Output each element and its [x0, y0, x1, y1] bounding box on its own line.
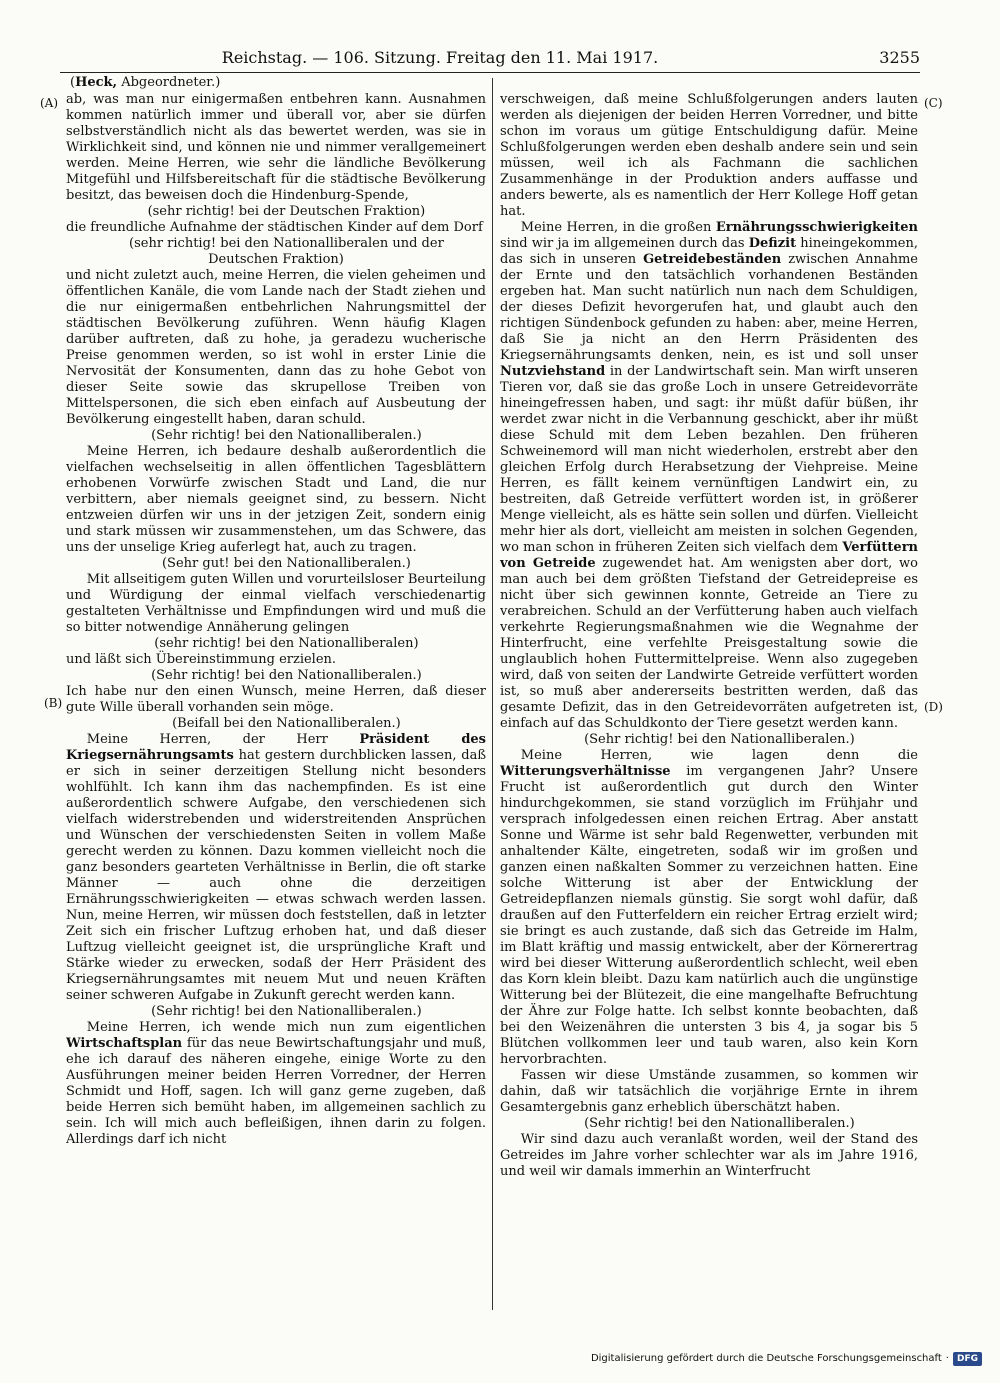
emphasis: Defizit [748, 236, 797, 251]
paragraph: Ich habe nur den einen Wunsch, meine Herren, daß dieser gute Wille überall vorhanden sein möge. [66, 684, 486, 715]
interjection: (Sehr richtig! bei den Nationalliberalen.) [151, 428, 422, 443]
emphasis: Präsident des Kriegsernährungsamts [66, 732, 486, 763]
dfg-logo-icon: DFG [953, 1352, 982, 1366]
interjection: (Sehr richtig! bei den Nationalliberalen.) [584, 1116, 855, 1131]
emphasis: Nutzviehstand [500, 364, 606, 379]
text-run: in der Landwirtschaft sein. Man wirft unseren Tieren vor, daß sie das große Loch in unsere Getreidevorräte hineingefressen haben, und sagt: ihr müßt dafür büßen, ihr werdet zwar nicht in die Verbannung geschickt, aber ihr müßt diese Schuld mit dem Leben bezahlen. Den früheren Schweinemord will man nicht wiederholen, erstrebt aber den gleichen Erfolg durch Herabsetzung der Viehpreise. Meine Herren, es fällt keinem vernünftigen Landwirt ein, zu bestreiten, daß Getreide verfüttert worden ist, in größerer Menge vielleicht, als es hätte sein sollen und dürfen. Vielleicht mehr hier als dort, vielleicht am meisten in solchen Gegenden, wo man schon in früheren Zeiten sich vielfach dem [500, 364, 918, 555]
footer-credit [591, 1351, 982, 1367]
paragraph [66, 1020, 486, 1148]
interjection: (sehr richtig! bei den Nationalliberalen und der Deutschen Fraktion) [129, 236, 444, 267]
text-run: sind wir ja im allgemeinen durch das [500, 236, 749, 251]
paragraph [500, 748, 918, 1068]
emphasis: Witterungsverhältnisse [500, 764, 671, 779]
text-run: für das neue Bewirtschaftungsjahr und muß, ehe ich darauf des näheren eingehe, einige Worte zu den Ausführungen meiner beiden Herren Vorredner, der Herren Schmidt und Hoff, sagen. Ich will ganz gerne zugeben, daß beide Herren sich bemüht haben, im allgemeinen sachlich zu sein. Ich will mich auch befleißigen, ihnen darin zu folgen. Allerdings darf ich nicht [66, 1036, 486, 1147]
text-run: Meine Herren, in die großen [520, 220, 716, 235]
paragraph [66, 732, 486, 1004]
paragraph [500, 220, 918, 732]
emphasis: Ernährungsschwierigkeiten [715, 220, 918, 235]
margin-marker-d: (D) [924, 700, 943, 714]
speaker-open: ( [70, 75, 76, 90]
text-run: Meine Herren, wie lagen denn die [520, 748, 918, 763]
text-run: Meine Herren, der Herr [86, 732, 360, 747]
paragraph: Meine Herren, ich bedaure deshalb außerordentlich die vielfachen wechselseitig in allen öffentlichen Tagesblättern erhobenen Vorwürfe zwischen Stadt und Land, die nur verbittern, aber niemals geeignet sind, zu bessern. Nicht entzweien dürfen wir uns in der jetzigen Zeit, sondern einig und stark müssen wir zusammenstehen, um das Schwere, das uns der unselige Krieg auferlegt hat, auch zu tragen. [66, 444, 486, 555]
running-title: Reichstag. — 106. Sitzung. Freitag den 11. Mai 1917. [221, 48, 659, 67]
paragraph: ab, was man nur einigermaßen entbehren kann. Ausnahmen kommen natürlich immer und überall vor, aber sie dürfen selbstverständlich nicht als das bewertet werden, was sie in Wirklichkeit sind, und können nie und nimmer verallgemeinert werden. Meine Herren, wie sehr die ländliche Bevölkerung Mitgefühl und Hilfsbereitschaft für die städtische Bevölkerung besitzt, das beweisen doch die Hindenburg-Spende, [66, 92, 486, 203]
paragraph: verschweigen, daß meine Schlußfolgerungen anders lauten werden als diejenigen der beiden Herren Vorredner, und bitte schon im voraus um gütige Entschuldigung dafür. Meine Schlußfolgerungen werden eben deshalb andere sein und sein müssen, weil ich als Fachmann die sachlichen Zusammenhänge in der Produktion anders auffasse und anders bewerte, als es namentlich der Herr Kollege Hoff getan hat. [500, 92, 918, 219]
paragraph: und läßt sich Übereinstimmung erzielen. [66, 652, 337, 667]
paragraph: die freundliche Aufnahme der städtischen Kinder auf dem Dorf [66, 220, 483, 235]
paragraph: Wir sind dazu auch veranlaßt worden, weil der Stand des Getreides im Jahre vorher schlechter war als im Jahre 1916, und weil wir damals immerhin an Winterfrucht [500, 1132, 918, 1179]
emphasis: Verfüttern von Getreide [500, 540, 918, 571]
text-run: zwischen Annahme der Ernte und den tatsächlich vorhandenen Beständen ergeben hat. Man sucht natürlich nun nach dem Schuldigen, der dieses Defizit hevorgerufen hat, und glaubt auch den richtigen Sündenbock gefunden zu haben: aber, meine Herren, daß Sie ja nicht an den Herrn Präsidenten des Kriegsernährungsamts denken, nein, es ist und soll unser [500, 252, 918, 363]
text-run: Meine Herren, ich wende mich nun zum eigentlichen [86, 1020, 486, 1035]
margin-marker-b: (B) [44, 696, 63, 710]
speaker-note [70, 75, 220, 91]
page-number: 3255 [879, 48, 920, 67]
text-run: hineingekommen, das sich in unseren [500, 236, 918, 267]
interjection: (Sehr gut! bei den Nationalliberalen.) [161, 556, 411, 571]
interjection: (Beifall bei den Nationalliberalen.) [172, 716, 401, 731]
footer-text: Digitalisierung gefördert durch die Deutsche Forschungsgemeinschaft [590, 1353, 942, 1364]
interjection: (sehr richtig! bei den Nationalliberalen) [154, 636, 419, 651]
column-divider [492, 78, 493, 1310]
text-run: zugewendet hat. Am wenigsten aber dort, wo man auch bei dem größten Tiefstand der Getreidepreise es nicht über sich gewinnen konnte, Getreide an Tiere zu verabreichen. Schuld an der Verfütterung haben auch vielfach verkehrte Regierungsmaßnahmen wie die Wegnahme der Hinterfrucht, eine verfehlte Preisgestaltung sowie die unglaublich hohen Futtermittelpreise. Wenn also zugegeben wird, daß von seiten der Landwirte Getreide verfüttert worden ist, so muß aber andererseits bestritten werden, daß das gesamte Defizit, das in den Getreidevorräten aufgetreten ist, einfach auf das Schuldkonto der Tiere gesetzt werden kann. [500, 556, 918, 731]
left-column [66, 92, 486, 1310]
text-run: hat gestern durchblicken lassen, daß er sich in seiner derzeitigen Stellung nicht besonders wohlfühlt. Ich kann ihm das nachempfinden. Es ist eine außerordentlich schwere Aufgabe, den verschiedenen sich vielfach widerstrebenden und widerstreitenden Ansprüchen und Wünschen der verschiedensten Seiten in vollem Maße gerecht werden zu können. Dazu kommen vielleicht noch die ganz besonders gearteten Verhältnisse in Berlin, die oft starke Männer — auch ohne die derzeitigen Ernährungsschwierigkeiten — etwas schwach werden lassen. Nun, meine Herren, wir müssen doch feststellen, daß in letzter Zeit sich ein frischer Luftzug erhoben hat, und daß dieser Luftzug vielleicht geeignet ist, die ursprüngliche Kraft und Stärke wieder zu erwecken, sodaß der Herr Präsident des Kriegsernährungsamtes mit neuem Mut und neuen Kräften seiner schweren Aufgabe in Zukunft gerecht werden kann. [66, 748, 486, 1003]
footer-separator: · [945, 1353, 949, 1364]
paragraph: Fassen wir diese Umstände zusammen, so kommen wir dahin, daß wir tatsächlich die vorjährige Ernte in ihrem Gesamtergebnis ganz erheblich überschätzt haben. [500, 1068, 918, 1115]
paragraph: und nicht zuletzt auch, meine Herren, die vielen geheimen und öffentlichen Kanäle, die vom Lande nach der Stadt ziehen und die nur einigermaßen entbehrlichen Nahrungsmittel der städtischen Bevölkerung zuführen. Wenn häufig Klagen darüber auftreten, daß zu hohe, ja geradezu wucherische Preise genommen werden, so ist wohl in erster Linie die Nervosität der Konsumenten, dann das zu hohe Gebot von dieser Seite sowie das skrupellose Treiben von Mittelspersonen, die sich eben einfach auf Ausbeutung der Bevölkerung eingestellt haben, daran schuld. [66, 268, 486, 427]
interjection: (Sehr richtig! bei den Nationalliberalen.) [151, 668, 422, 683]
emphasis: Getreidebeständen [643, 252, 782, 267]
interjection: (Sehr richtig! bei den Nationalliberalen.) [151, 1004, 422, 1019]
margin-marker-a: (A) [40, 96, 59, 110]
interjection: (Sehr richtig! bei den Nationalliberalen.) [584, 732, 855, 747]
interjection: (sehr richtig! bei der Deutschen Fraktion) [147, 204, 426, 219]
margin-marker-c: (C) [924, 96, 943, 110]
text-run: im vergangenen Jahr? Unsere Frucht ist außerordentlich gut durch den Winter hindurchgekommen, sie stand vorzüglich im Frühjahr und versprach infolgedessen einen reichen Ertrag. Aber anstatt Sonne und Wärme ist sehr bald Regenwetter, verbunden mit anhaltender Kälte, eingetreten, sodaß wir im großen und ganzen einen naßkalten Sommer zu verzeichnen hatten. Eine solche Witterung ist aber der Entwicklung der Getreidepflanzen niemals günstig. Sie sorgt wohl dafür, daß draußen auf den Futterfeldern ein reicher Ertrag erzielt wird; sie bringt es auch zustande, daß sich das Getreide im Halm, im Blatt kräftig und massig entwickelt, aber der Körnerertrag wird bei dieser Witterung außerordentlich schlecht, weil eben das Korn klein bleibt. Dazu kam natürlich auch die ungünstige Witterung bei der Blütezeit, die eine mangelhafte Befruchtung der Ähre zur Folge hatte. Ich selbst konnte beobachten, daß bei den Weizenähren die untersten 3 bis 4, ja sogar bis 5 Blütchen vollkommen leer und taub waren, also kein Korn hervorbrachten. [500, 764, 918, 1067]
speaker-name: Heck, [75, 75, 118, 90]
emphasis: Wirtschaftsplan [66, 1036, 183, 1051]
paragraph: Mit allseitigem guten Willen und vorurteilsloser Beurteilung und Würdigung der einmal vielfach verschiedenartig gestalteten Verhältnisse und Empfindungen wird und muß die so bitter notwendige Annäherung gelingen [66, 572, 486, 635]
running-header [60, 44, 920, 73]
right-column [500, 92, 918, 1310]
speaker-role: Abgeordneter.) [117, 75, 221, 90]
